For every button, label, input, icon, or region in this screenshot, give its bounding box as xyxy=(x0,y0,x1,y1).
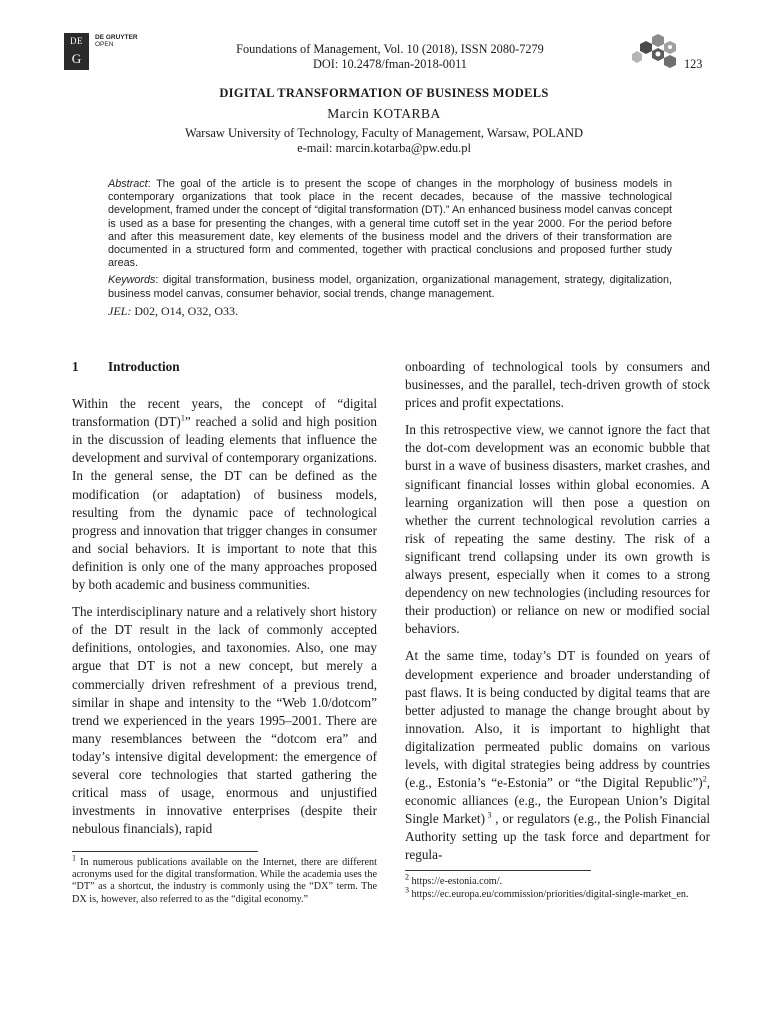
footnotes-right xyxy=(405,872,710,902)
footnotes-left xyxy=(72,853,377,907)
publisher-line-2: OPEN xyxy=(95,41,114,48)
author-email: e-mail: marcin.kotarba@pw.edu.pl xyxy=(297,141,471,155)
body-paragraph-4: In this retrospective view, we cannot ignore the fact that the dot-com development was an economic bubble that burst in a wave of business disasters, market crashes, and significant financial losses within global economies. A learning organization will then pose a question on whether the current technological revolution carries a risk of repeating the same destiny. The risk of a significant trend collapsing under its own growth is always present, especially when it comes to a strong dependency on new technologies (including resources for their production) or reliance on new or modified social behaviors. xyxy=(405,422,710,637)
footnote-ref-3[interactable]: 3 xyxy=(484,810,492,820)
footnote-1-mark: 1 xyxy=(72,853,76,863)
journal-citation: Foundations of Management, Vol. 10 (2018), ISSN 2080-7279 xyxy=(236,42,544,56)
p5-text-c: , or regulators (e.g., the Polish Financial Authority setting up the task force and department for regula- xyxy=(405,811,710,863)
footnote-rule-left xyxy=(72,851,258,852)
jel-text: D02, O14, O32, O33. xyxy=(131,303,238,318)
footnote-2-text[interactable]: https://e-estonia.com/. xyxy=(409,876,503,887)
p1-text-a: Within the recent years, the concept of “digital transformation (DT) xyxy=(72,396,377,430)
journal-hexagon-logo xyxy=(632,34,680,70)
publisher-line-1: DE GRUYTER xyxy=(95,34,138,41)
footnote-rule-right xyxy=(405,870,591,871)
affiliation-block xyxy=(0,126,768,156)
footnote-3-mark: 3 xyxy=(405,885,409,895)
abstract-label: Abstract xyxy=(108,178,148,190)
body-paragraph-1 xyxy=(72,395,377,594)
section-title: Introduction xyxy=(108,359,180,374)
abstract-block xyxy=(108,178,672,322)
section-heading xyxy=(72,358,377,376)
footnote-ref-1[interactable]: 1 xyxy=(180,413,185,423)
right-column xyxy=(405,358,710,874)
doi-line: DOI: 10.2478/fman-2018-0011 xyxy=(313,57,467,71)
author-name: Marcin KOTARBA xyxy=(327,106,441,121)
body-paragraph-5 xyxy=(405,647,710,864)
jel-label: JEL: xyxy=(108,303,132,318)
keywords-label: Keywords xyxy=(108,274,156,287)
footnote-1-text: In numerous publications available on the Internet, there are different acronyms used for the digital transformation. While the academia uses the “DT” as a shortcut, the industry is commonly using the “DX” term. The DX is, however, also referred to as the “digital economy.” xyxy=(72,857,377,905)
left-column xyxy=(72,358,377,847)
p5-text-b: , economic alliances (e.g., the European Union’s Digital Single Market) xyxy=(405,775,710,827)
footnote-3 xyxy=(405,885,710,901)
footnote-3-text[interactable]: https://ec.europa.eu/commission/priorities/digital-single-market_en. xyxy=(409,889,689,901)
logo-g-text: G xyxy=(71,51,82,66)
footnote-2 xyxy=(405,872,710,888)
body-paragraph-2: The interdisciplinary nature and a relatively short history of the DT result in the lack of commonly accepted definitions, ontologies, and taxonomies. Also, one may argue that DT is not a new concept, but merely a commercially driven refreshment of a previous trend, similar in shape and intensity to the “Web 1.0/dotcom” trend we experienced in the years 1995–2001. There are many resemblances between the “dotcom era” and today’s intensive digital development: the emergence of several core technologies that started gathering the critical mass of usage, enormous and unjustified investments in innovative enterprises (despite their nebulous financials), rapid xyxy=(72,604,377,837)
affiliation: Warsaw University of Technology, Faculty of Management, Warsaw, POLAND xyxy=(184,126,584,140)
body-paragraph-3: onboarding of technological tools by consumers and businesses, and the parallel, tech-driven growth of stock prices and profit expectations. xyxy=(405,359,710,411)
journal-header xyxy=(200,42,580,72)
keywords-paragraph xyxy=(108,274,672,300)
footnote-1 xyxy=(72,853,377,906)
abstract-text: : The goal of the article is to present the scope of changes in the morphology of business models in contemporary organizations that took place in the recent decades, because of the massive technological development, framed under the concept of “digital transformation (DT).” An enhanced business model canvas concept is used as a base for presenting the changes, with a general time cutoff set in the year 2000. For the period before and after this measurement date, key elements of the business model and the drivers of their transformation are documented in a structured form and commented, together with practical conclusions and proposed further study areas. xyxy=(108,178,672,270)
footnote-ref-2[interactable]: 2 xyxy=(702,774,707,784)
logo-de-text: DE xyxy=(70,36,83,46)
section-number: 1 xyxy=(72,359,79,374)
publisher-name xyxy=(95,34,138,48)
p1-text-b: ” reached a solid and high position in the discussion of leading elements that influence the development and survival of contemporary organizations. In the general sense, the DT can be defined as the modification (or adaptation) of business models, resulting from the dynamic pace of technological progress and innovation that trigger changes in consumer and social behaviors. It is important to note that this definition is only one of the many approaches proposed by both academic and business communities. xyxy=(72,414,377,593)
publisher-logo xyxy=(64,33,89,70)
page-number: 123 xyxy=(684,57,703,71)
p5-text-a: At the same time, today’s DT is founded on years of development experience and broader understanding of past flaws. It is being conducted by digital teams that are better adjusted to manage the change brought about by innovation. Also, it is important to highlight that digitalization permeated public domains on various levels, with digital strategies being address by countries (e.g., Estonia’s “e-Estonia” or “the Digital Republic”) xyxy=(405,648,710,791)
keywords-text: : digital transformation, business model, organization, organizational management, strategy, digitalization, business model canvas, consumer behavior, social trends, change management. xyxy=(108,274,672,300)
abstract-paragraph xyxy=(108,178,672,270)
footnote-2-mark: 2 xyxy=(405,872,409,882)
paper-title: DIGITAL TRANSFORMATION OF BUSINESS MODELS xyxy=(219,86,549,100)
jel-paragraph xyxy=(108,305,672,318)
